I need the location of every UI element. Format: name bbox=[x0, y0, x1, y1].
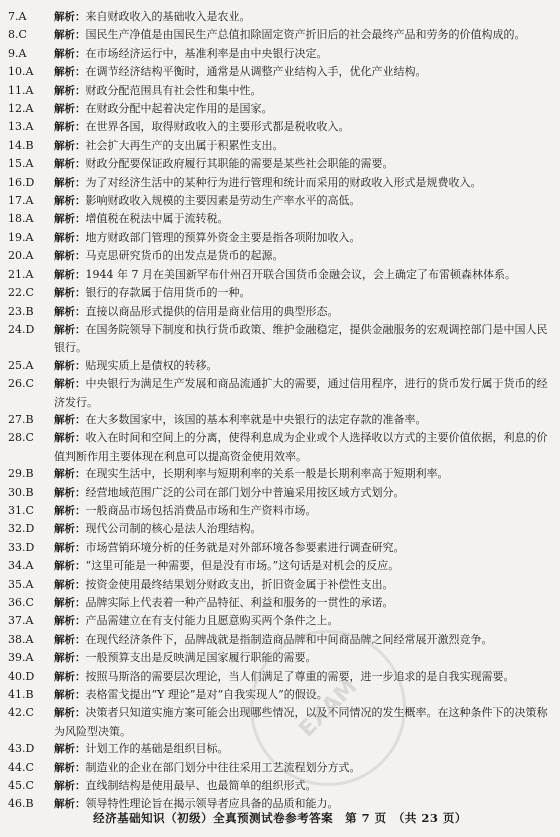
explanation-label: 解析： bbox=[54, 652, 86, 665]
answer-explanation bbox=[54, 321, 554, 357]
answer-item bbox=[8, 45, 554, 63]
answer-item bbox=[8, 284, 554, 302]
explanation-label: 解析： bbox=[54, 504, 86, 517]
explanation-text: 表格雷戈提出“Y 理论”是对“自我实现人”的假设。 bbox=[85, 688, 328, 702]
answer-number: 27.B bbox=[8, 412, 34, 426]
explanation-text: 一般预算支出是反映满足国家履行职能的需要。 bbox=[85, 651, 317, 665]
answer-explanation bbox=[54, 210, 554, 228]
explanation-label: 解析： bbox=[54, 47, 86, 60]
explanation-text: 现代公司制的核心是法人治理结构。 bbox=[85, 522, 262, 536]
explanation-text: 增值税在税法中属于流转税。 bbox=[85, 212, 229, 226]
answer-number: 39.A bbox=[8, 651, 34, 665]
answer-number: 36.C bbox=[8, 596, 34, 609]
answer-explanation bbox=[54, 247, 554, 265]
explanation-label: 解析： bbox=[54, 670, 86, 683]
answer-number: 30.B bbox=[8, 485, 34, 499]
answer-item bbox=[8, 266, 554, 284]
answer-item bbox=[8, 192, 554, 210]
explanation-label: 解析： bbox=[54, 597, 86, 609]
explanation-text: 经营地域范围广泛的公司在部门划分中普遍采用按区域方式划分。 bbox=[85, 485, 405, 499]
explanation-text: 按资金使用最终结果划分财政支出，折旧资金属于补偿性支出。 bbox=[85, 577, 394, 591]
explanation-label: 解析： bbox=[54, 29, 86, 42]
answer-number: 29.B bbox=[8, 467, 34, 481]
answer-number: 15.A bbox=[8, 157, 34, 171]
answer-number: 26.C bbox=[8, 377, 34, 391]
explanation-text: 社会扩大再生产的支出属于积累性支出。 bbox=[85, 138, 284, 152]
explanation-label: 解析： bbox=[54, 250, 86, 263]
answer-item bbox=[8, 465, 554, 483]
answer-number: 12.A bbox=[8, 102, 34, 116]
explanation-text: 决策者只知道实施方案可能会出现哪些情况，以及不同情况的发生概率。在这种条件下的决策称为风险型决策。 bbox=[54, 706, 548, 738]
answer-explanation bbox=[54, 118, 554, 136]
explanation-label: 解析： bbox=[54, 103, 86, 116]
answer-number: 19.A bbox=[8, 230, 34, 244]
explanation-text: 直接以商品形式提供的信用是商业信用的典型形态。 bbox=[85, 304, 339, 318]
explanation-text: 在大多数国家中，该国的基本利率就是中央银行的法定存款的准备率。 bbox=[85, 412, 427, 426]
explanation-text: 领导特性理论旨在揭示领导者应具备的品质和能力。 bbox=[85, 797, 339, 811]
page-footer: 经济基础知识（初级）全真预测试卷参考答案 第 7 页 （共 23 页） bbox=[93, 811, 467, 825]
answer-item bbox=[8, 539, 554, 557]
answer-item bbox=[8, 100, 554, 118]
answer-explanation bbox=[54, 539, 554, 557]
answer-explanation bbox=[54, 100, 554, 118]
answer-number: 10.A bbox=[8, 65, 34, 79]
answer-item bbox=[8, 118, 554, 136]
answer-item bbox=[8, 777, 554, 795]
answer-explanation bbox=[54, 26, 554, 44]
answer-item bbox=[8, 8, 554, 26]
answer-item bbox=[8, 229, 554, 247]
answer-explanation bbox=[54, 63, 554, 81]
answer-number: 16.D bbox=[8, 175, 35, 189]
answer-number: 33.D bbox=[8, 540, 35, 554]
explanation-text: 财政分配要保证政府履行其职能的需要是某些社会职能的需要。 bbox=[85, 157, 394, 171]
explanation-label: 解析： bbox=[54, 121, 86, 134]
answer-number: 23.B bbox=[8, 304, 34, 318]
explanation-label: 解析： bbox=[54, 578, 86, 591]
answer-explanation bbox=[54, 155, 554, 173]
explanation-label: 解析： bbox=[54, 378, 86, 391]
explanation-label: 解析： bbox=[54, 213, 86, 226]
explanation-text: 在世界各国，取得财政收入的主要形式都是税收收入。 bbox=[85, 120, 350, 134]
answer-number: 44.C bbox=[8, 760, 34, 774]
answer-number: 40.D bbox=[8, 669, 35, 683]
explanation-label: 解析： bbox=[54, 707, 86, 720]
explanation-label: 解析： bbox=[54, 432, 86, 445]
explanation-label: 解析： bbox=[54, 486, 86, 499]
answer-number: 35.A bbox=[8, 577, 34, 591]
answer-explanation bbox=[54, 8, 554, 26]
answer-explanation bbox=[54, 266, 554, 284]
explanation-label: 解析： bbox=[54, 468, 86, 481]
answer-number: 42.C bbox=[8, 706, 34, 720]
explanation-text: 来自财政收入的基础收入是农业。 bbox=[85, 10, 251, 23]
answer-number: 28.C bbox=[8, 431, 34, 445]
answer-explanation bbox=[54, 612, 554, 630]
answer-item bbox=[8, 357, 554, 375]
answer-explanation bbox=[54, 174, 554, 192]
answer-item bbox=[8, 612, 554, 630]
answer-number: 24.D bbox=[8, 322, 35, 336]
answer-number: 31.C bbox=[8, 503, 34, 517]
answer-number: 9.A bbox=[8, 46, 27, 60]
answer-number: 21.A bbox=[8, 267, 34, 281]
explanation-label: 解析： bbox=[54, 139, 86, 152]
answer-item bbox=[8, 155, 554, 173]
answer-item bbox=[8, 174, 554, 192]
answer-explanation bbox=[54, 484, 554, 502]
explanation-label: 解析： bbox=[54, 689, 86, 702]
answer-explanation bbox=[54, 557, 554, 575]
answer-explanation bbox=[54, 45, 554, 63]
answer-number: 13.A bbox=[8, 120, 34, 134]
answer-number: 41.B bbox=[8, 688, 34, 702]
explanation-text: 按照马斯洛的需要层次理论，当人们满足了尊重的需要，进一步追求的是自我实现需要。 bbox=[85, 669, 515, 683]
answer-number: 32.D bbox=[8, 522, 35, 536]
explanation-label: 解析： bbox=[54, 268, 86, 281]
answer-number: 20.A bbox=[8, 249, 34, 263]
explanation-label: 解析： bbox=[54, 66, 86, 79]
explanation-label: 解析： bbox=[54, 541, 86, 554]
answer-explanation bbox=[54, 429, 554, 465]
explanation-label: 解析： bbox=[54, 195, 86, 208]
answer-item bbox=[8, 557, 554, 575]
answer-number: 37.A bbox=[8, 614, 34, 628]
answer-explanation bbox=[54, 594, 554, 612]
watermark-logo: EXAM bbox=[218, 598, 439, 819]
answer-number: 7.A bbox=[8, 10, 27, 23]
explanation-text: 地方财政部门管理的预算外资金主要是指各项附加收入。 bbox=[85, 230, 361, 244]
answer-item bbox=[8, 247, 554, 265]
answer-explanation bbox=[54, 82, 554, 100]
explanation-text: 在市场经济运行中，基准利率是由中央银行决定。 bbox=[85, 46, 328, 60]
explanation-label: 解析： bbox=[54, 633, 86, 646]
explanation-label: 解析： bbox=[54, 176, 86, 189]
explanation-text: 国民生产净值是由国民生产总值扣除固定资产折旧后的社会最终产品和劳务的价值构成的。 bbox=[85, 28, 526, 42]
explanation-text: 一般商品市场包括消费品市场和生产资料市场。 bbox=[85, 503, 317, 517]
answer-explanation bbox=[54, 284, 554, 302]
explanation-label: 解析： bbox=[54, 413, 86, 426]
explanation-label: 解析： bbox=[54, 158, 86, 171]
explanation-text: 在现代经济条件下，品牌战就是指制造商品牌和中间商品牌之间经常展开激烈竞争。 bbox=[85, 632, 493, 646]
answer-item bbox=[8, 411, 554, 429]
explanation-text: 中央银行为满足生产发展和商品流通扩大的需要，通过信用程序，进行的货币发行属于货币的经济发行。 bbox=[54, 377, 548, 409]
explanation-text: 收入在时间和空间上的分离，使得利息成为企业或个人选择收以方式的主要价值依据，利息的价值判断作用主要体现在利息可以提高资金使用效率。 bbox=[54, 431, 548, 463]
answer-item bbox=[8, 26, 554, 44]
answer-explanation bbox=[54, 192, 554, 210]
explanation-label: 解析： bbox=[54, 231, 86, 244]
answer-item bbox=[8, 303, 554, 321]
explanation-text: 1944 年 7 月在美国新罕布什州召开联合国货币金融会议，会上确定了布雷顿森林体系。 bbox=[85, 267, 516, 281]
answer-explanation bbox=[54, 576, 554, 594]
answer-item bbox=[8, 63, 554, 81]
explanation-label: 解析： bbox=[54, 560, 86, 573]
answer-explanation bbox=[54, 303, 554, 321]
explanation-text: “这里可能是一种需要，但是没有市场。”这句话是对机会的反应。 bbox=[85, 559, 400, 573]
answer-explanation bbox=[54, 520, 554, 538]
answer-item bbox=[8, 484, 554, 502]
answer-number: 17.A bbox=[8, 194, 34, 208]
explanation-text: 为了对经济生活中的某种行为进行管理和统计而采用的财政收入形式是规费收入。 bbox=[85, 175, 482, 189]
answer-number: 11.A bbox=[8, 83, 34, 97]
explanation-text: 财政分配范围具有社会性和集中性。 bbox=[85, 83, 262, 97]
answer-number: 14.B bbox=[8, 138, 34, 152]
answer-number: 34.A bbox=[8, 559, 34, 573]
answer-number: 43.D bbox=[8, 742, 35, 756]
answer-explanation bbox=[54, 357, 554, 375]
explanation-label: 解析： bbox=[54, 743, 86, 756]
explanation-text: 品牌实际上代表着一种产品特征、利益和服务的一贯性的承诺。 bbox=[85, 596, 394, 609]
answer-item bbox=[8, 429, 554, 465]
explanation-text: 直线制结构是使用最早、也最简单的组织形式。 bbox=[85, 779, 317, 793]
answer-number: 8.C bbox=[8, 28, 27, 42]
explanation-label: 解析： bbox=[54, 780, 86, 793]
answer-explanation bbox=[54, 375, 554, 411]
answer-number: 22.C bbox=[8, 286, 34, 300]
answer-explanation bbox=[54, 411, 554, 429]
explanation-label: 解析： bbox=[54, 84, 86, 97]
answer-item bbox=[8, 321, 554, 357]
explanation-label: 解析： bbox=[54, 11, 86, 23]
explanation-label: 解析： bbox=[54, 287, 86, 300]
explanation-text: 贴现实质上是债权的转移。 bbox=[85, 358, 218, 372]
explanation-label: 解析： bbox=[54, 305, 86, 318]
explanation-text: 在财政分配中起着决定作用的是国家。 bbox=[85, 102, 273, 116]
answer-item bbox=[8, 210, 554, 228]
answer-explanation bbox=[54, 229, 554, 247]
answer-item bbox=[8, 576, 554, 594]
explanation-text: 在国务院领导下制度和执行货币政策、维护金融稳定，提供金融服务的宏观调控部门是中国人民银行。 bbox=[54, 322, 548, 355]
answer-number: 46.B bbox=[8, 797, 34, 811]
explanation-text: 产品需建立在有支付能力且愿意购买两个条件之上。 bbox=[85, 614, 339, 628]
answer-number: 45.C bbox=[8, 779, 34, 793]
answer-item bbox=[8, 137, 554, 155]
answer-number: 38.A bbox=[8, 632, 34, 646]
answer-item bbox=[8, 502, 554, 520]
explanation-text: 制造业的企业在部门划分中往往采用工艺流程划分方式。 bbox=[85, 760, 361, 774]
explanation-label: 解析： bbox=[54, 359, 86, 372]
explanation-label: 解析： bbox=[54, 323, 86, 336]
explanation-label: 解析： bbox=[54, 615, 86, 628]
explanation-label: 解析： bbox=[54, 523, 86, 536]
answer-item bbox=[8, 594, 554, 612]
explanation-label: 解析： bbox=[54, 761, 86, 774]
answer-explanation bbox=[54, 502, 554, 520]
explanation-text: 银行的存款属于信用货币的一种。 bbox=[85, 286, 251, 300]
explanation-text: 在现实生活中，长期利率与短期利率的关系一般是长期利率高于短期利率。 bbox=[85, 467, 449, 481]
answer-item bbox=[8, 375, 554, 411]
explanation-label: 解析： bbox=[54, 798, 86, 811]
answer-explanation bbox=[54, 137, 554, 155]
explanation-text: 市场营销环境分析的任务就是对外部环境各参要素进行调查研究。 bbox=[85, 540, 405, 554]
answer-explanation bbox=[54, 465, 554, 483]
answer-item bbox=[8, 82, 554, 100]
answer-number: 25.A bbox=[8, 358, 34, 372]
explanation-text: 在调节经济结构平衡时，通常是从调整产业结构入手，优化产业结构。 bbox=[85, 65, 427, 79]
explanation-text: 马克思研究货币的出发点是货币的起源。 bbox=[85, 249, 284, 263]
explanation-text: 影响财政收入规模的主要因素是劳动生产率水平的高低。 bbox=[85, 194, 361, 208]
answer-item bbox=[8, 520, 554, 538]
explanation-text: 计划工作的基础是组织目标。 bbox=[85, 742, 229, 756]
answer-number: 18.A bbox=[8, 212, 34, 226]
